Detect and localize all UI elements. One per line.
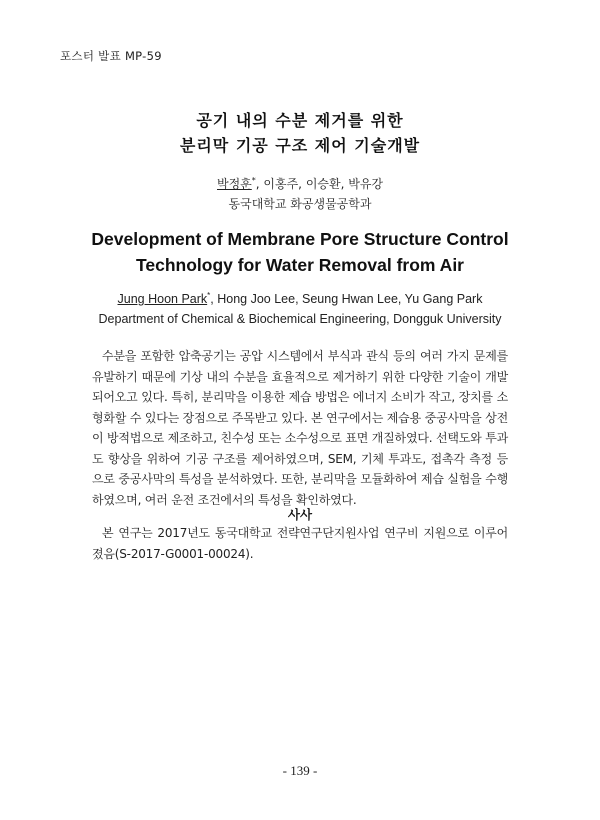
presenter-mark-ko: * — [251, 176, 256, 185]
abstract-body: 수분을 포함한 압축공기는 공압 시스템에서 부식과 관식 등의 여러 가지 문제를 유발하기 때문에 기상 내의 수분을 효율적으로 제거하기 위한 다양한 기술이 개발되어오고 있다. 특히, 분리막을 이용한 제습 방법은 에너지 소비가 작고, 장치를 소형화할 수 있다는 장점으로 주목받고 있다. 본 연구에서는 제습용 중공사막을 상전이 방적법으로 제조하고, 친수성 또는 소수성으로 표면 개질하였다. 선택도와 투과도 향상을 위하여 기공 구조를 제어하였으며, SEM, 기체 투과도, 접촉각 측정 등으로 중공사막의 특성을 분석하였다. 또한, 분리막을 모듈화하여 제습 실험을 수행하였으며, 여러 운전 조건에서의 특성을 확인하였다. — [92, 349, 508, 507]
korean-title-line-1: 공기 내의 수분 제거를 위한 — [196, 111, 404, 130]
english-title-line-2: Technology for Water Removal from Air — [135, 255, 464, 275]
english-affiliation: Department of Chemical & Biochemical Engineering, Dongguk University — [98, 312, 502, 326]
korean-title-line-2: 분리막 기공 구조 제어 기술개발 — [179, 136, 421, 155]
english-title-line-1: Development of Membrane Pore Structure Control — [91, 229, 509, 249]
coauthors-ko: , 이홍주, 이승환, 박유강 — [255, 177, 383, 191]
korean-authors — [0, 175, 600, 192]
presenter-name-ko: 박정훈 — [217, 177, 252, 191]
presenter-mark-en: * — [207, 290, 211, 300]
page-number: - 139 - — [282, 763, 318, 778]
session-label: 포스터 발표 MP-59 — [60, 49, 162, 63]
coauthors-en: , Hong Joo Lee, Seung Hwan Lee, Yu Gang Park — [210, 292, 483, 306]
acknowledgment-body: 본 연구는 2017년도 동국대학교 전략연구단지원사업 연구비 지원으로 이루어졌음(S-2017-G0001-00024). — [92, 526, 508, 561]
english-authors — [0, 292, 600, 306]
korean-affiliation: 동국대학교 화공생물공학과 — [228, 197, 372, 211]
acknowledgment-heading: 사사 — [287, 507, 313, 522]
presenter-name-en: Jung Hoon Park — [117, 292, 208, 306]
